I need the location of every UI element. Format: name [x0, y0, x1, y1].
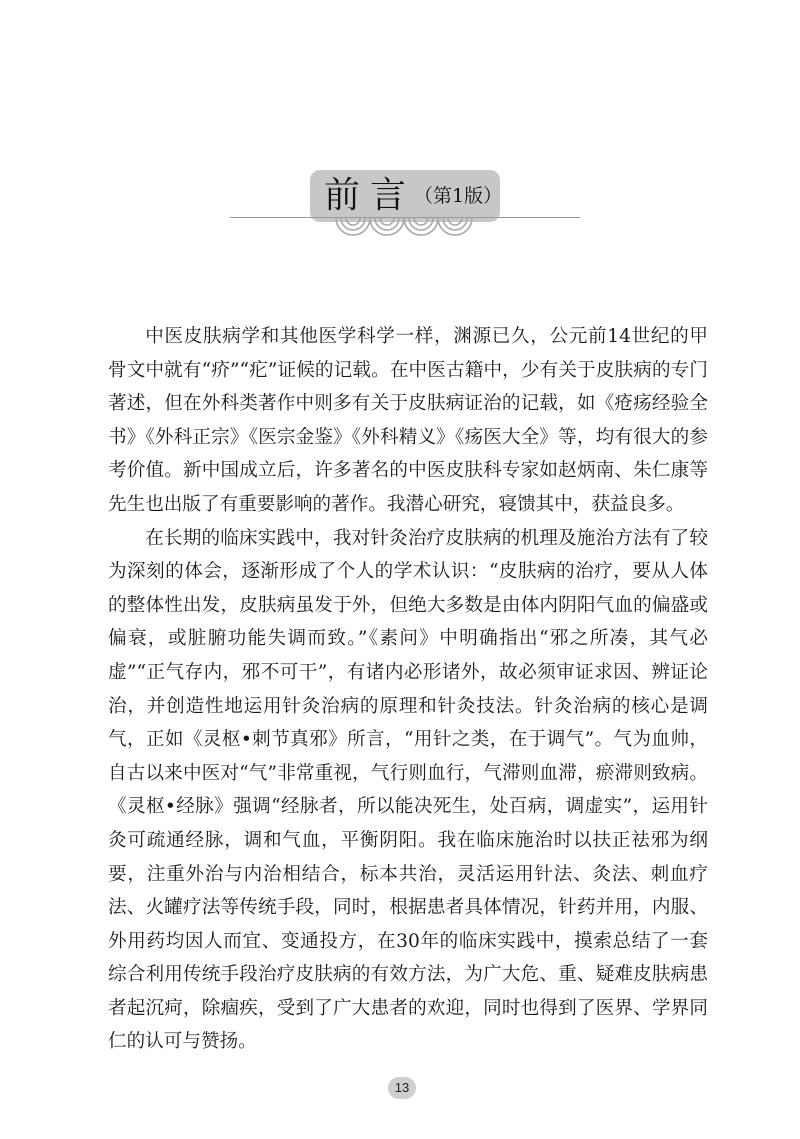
title-box: [310, 170, 503, 222]
wave-ornament-icon: [328, 218, 478, 248]
paragraph-2: 在长期的临床实践中，我对针灸治疗皮肤病的机理及施治方法有了较为深刻的体会，逐渐形成了个人的学术认识：“皮肤病的治疗，要从人体的整体性出发，皮肤病虽发于外，但绝大多数是由体内阴阳气血的偏盛或偏衰，或脏腑功能失调而致。”《素问》中明确指出“邪之所凑，其气必虚”“正气存内，邪不可干”，有诸内必形诸外，故必须审证求因、辨证论治，并创造性地运用针灸治病的原理和针灸技法。针灸治病的核心是调气，正如《灵枢•刺节真邪》所言，“用针之类，在于调气”。气为血帅，自古以来中医对“气”非常重视，气行则血行，气滞则血滞，瘀滞则致病。《灵枢•经脉》强调“经脉者，所以能决死生，处百病，调虚实”，运用针灸可疏通经脉，调和气血，平衡阴阳。我在临床施治时以扶正祛邪为纲要，注重外治与内治相结合，标本共治，灵活运用针法、灸法、刺血疗法、火罐疗法等传统手段，同时，根据患者具体情况，针药并用，内服、外用药均因人而宜、变通投方，在30年的临床实践中，摸索总结了一套综合利用传统手段治疗皮肤病的有效方法，为广大危、重、疑难皮肤病患者起沉疴，除痼疾，受到了广大患者的欢迎，同时也得到了医界、学界同仁的认可与赞扬。: [108, 527, 708, 1053]
page-number-badge: 13: [388, 1077, 416, 1099]
chapter-title: 前言: [324, 175, 417, 216]
chapter-subtitle: （第1版）: [414, 185, 503, 207]
preface-body: [108, 320, 708, 1059]
chapter-header: [230, 162, 580, 252]
paragraph-1: 中医皮肤病学和其他医学科学一样，渊源已久，公元前14世纪的甲骨文中就有“疥”“疕”证候的记载。在中医古籍中，少有关于皮肤病的专门著述，但在外科类著作中则多有关于皮肤病证治的记载，如《疮疡经验全书》《外科正宗》《医宗金鉴》《外科精义》《疡医大全》等，均有很大的参考价值。新中国成立后，许多著名的中医皮肤科专家如赵炳南、朱仁康等先生也出版了有重要影响的著作。我潜心研究，寝馈其中，获益良多。: [108, 326, 708, 515]
